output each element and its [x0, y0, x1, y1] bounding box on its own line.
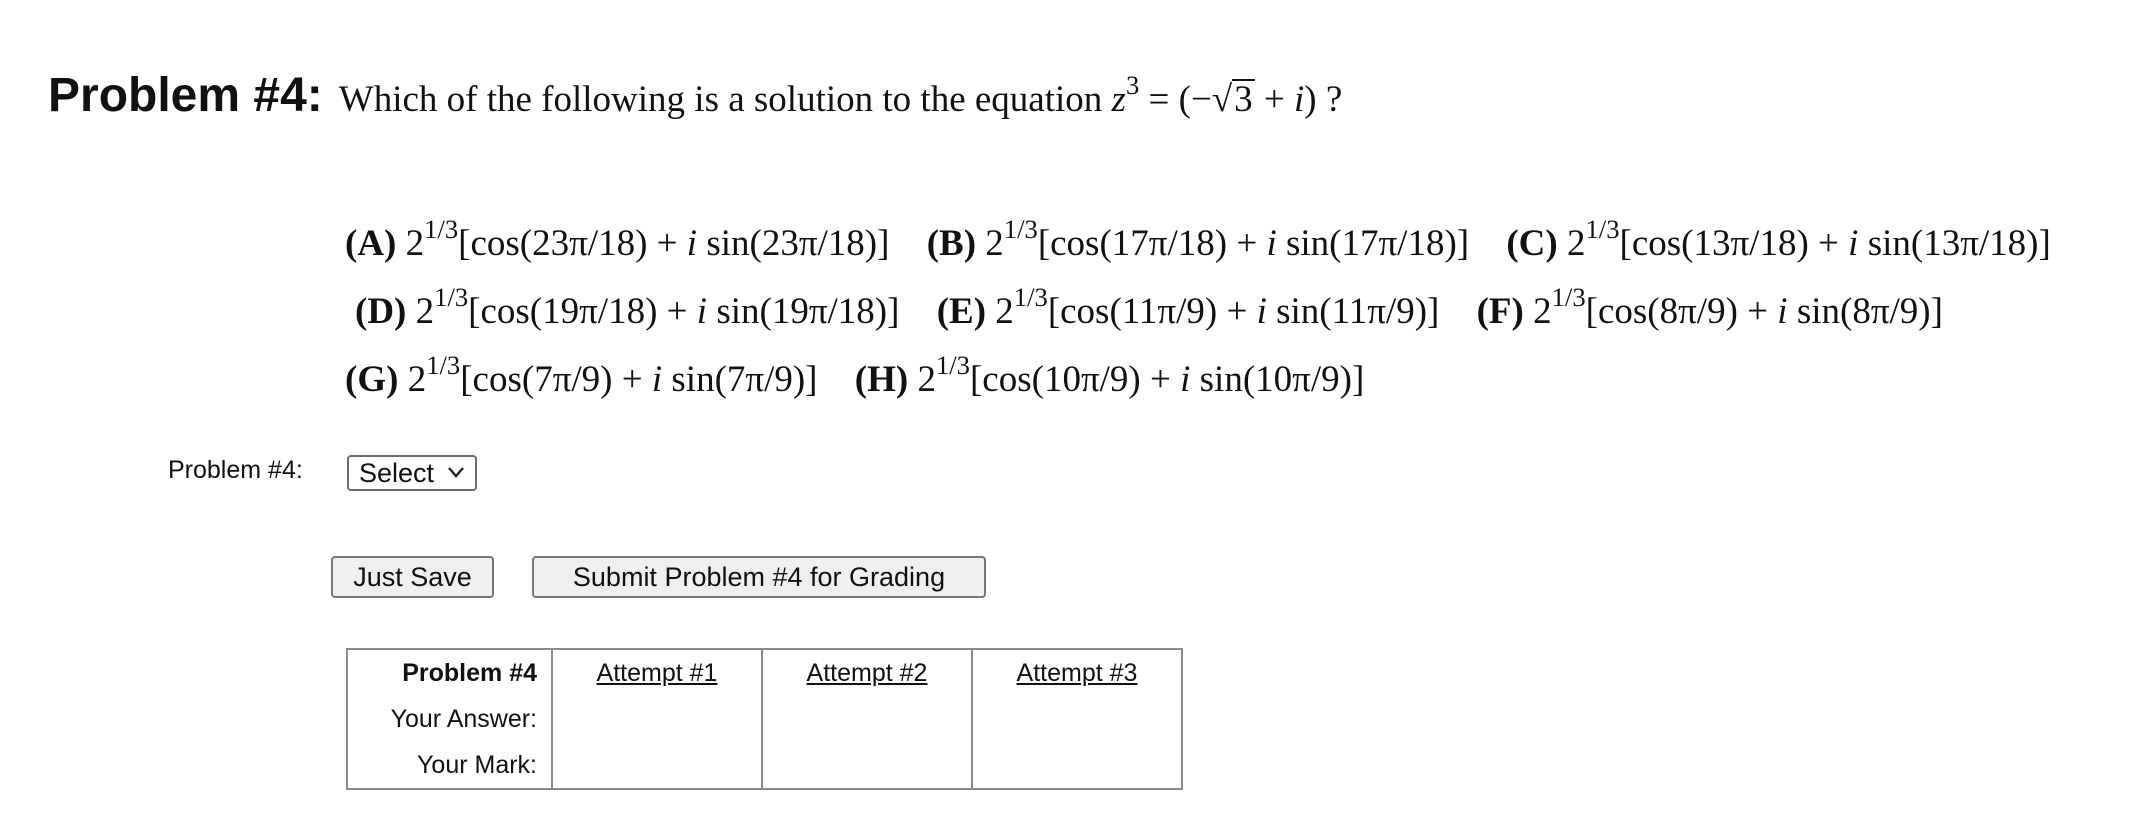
answer-select-value: Select — [359, 458, 435, 488]
mark-cell — [552, 742, 762, 789]
options-row — [345, 278, 2079, 346]
option-g: (G) $2^{1/3}[\cos(7\pi/9) + i$ sin(7π/9)] — [345, 350, 818, 400]
just-save-button[interactable]: Just Save — [331, 556, 494, 598]
submit-button[interactable]: Submit Problem #4 for Grading — [532, 556, 986, 598]
attempt-1-link[interactable]: Attempt #1 — [552, 649, 762, 696]
attempt-2-link[interactable]: Attempt #2 — [762, 649, 972, 696]
problem-title: Problem #4: — [48, 69, 323, 122]
your-answer-label: Your Answer: — [347, 696, 552, 742]
answer-label: Problem #4: — [168, 456, 303, 484]
mark-cell — [762, 742, 972, 789]
option-h: (H) $2^{1/3}[\cos(10\pi/9) + i$ sin(10π/9)] — [854, 350, 1365, 400]
option-b: (B) $2^{1/3}[\cos(17\pi/18) + i$ sin(17π/18)] — [926, 214, 1470, 264]
problem-header — [48, 68, 1342, 123]
chevron-down-icon — [447, 465, 465, 479]
answer-select[interactable] — [347, 455, 477, 491]
answer-cell — [972, 696, 1182, 742]
table-header-problem: Problem #4 — [347, 649, 552, 696]
options-list — [345, 210, 2079, 414]
option-c: (C) $2^{1/3}[\cos(13\pi/18) + i$ sin(13π/18)] — [1506, 214, 2051, 264]
option-f: (F) $2^{1/3}[\cos(8\pi/9) + i$ sin(8π/9)] — [1476, 282, 1943, 332]
option-a: (A) $2^{1/3}[\cos(23\pi/18) + i$ sin(23π/18)] — [345, 214, 890, 264]
options-row — [345, 210, 2079, 278]
answer-cell — [552, 696, 762, 742]
option-e: (E) $2^{1/3}[\cos(11\pi/9) + i$ sin(11π/9)] — [936, 282, 1440, 332]
answer-cell — [762, 696, 972, 742]
attempt-3-link[interactable]: Attempt #3 — [972, 649, 1182, 696]
mark-cell — [972, 742, 1182, 789]
table-row — [347, 696, 1182, 742]
option-d: (D) $2^{1/3}[\cos(19\pi/18) + i$ sin(19π/18)] — [355, 282, 900, 332]
options-row — [345, 346, 2079, 414]
your-mark-label: Your Mark: — [347, 742, 552, 789]
question-text: Which of the following is a solution to the equation $z^3 = (-√3 + i)$ ? — [338, 70, 1343, 120]
attempts-table — [346, 648, 1183, 790]
table-row — [347, 742, 1182, 789]
table-row — [347, 649, 1182, 696]
